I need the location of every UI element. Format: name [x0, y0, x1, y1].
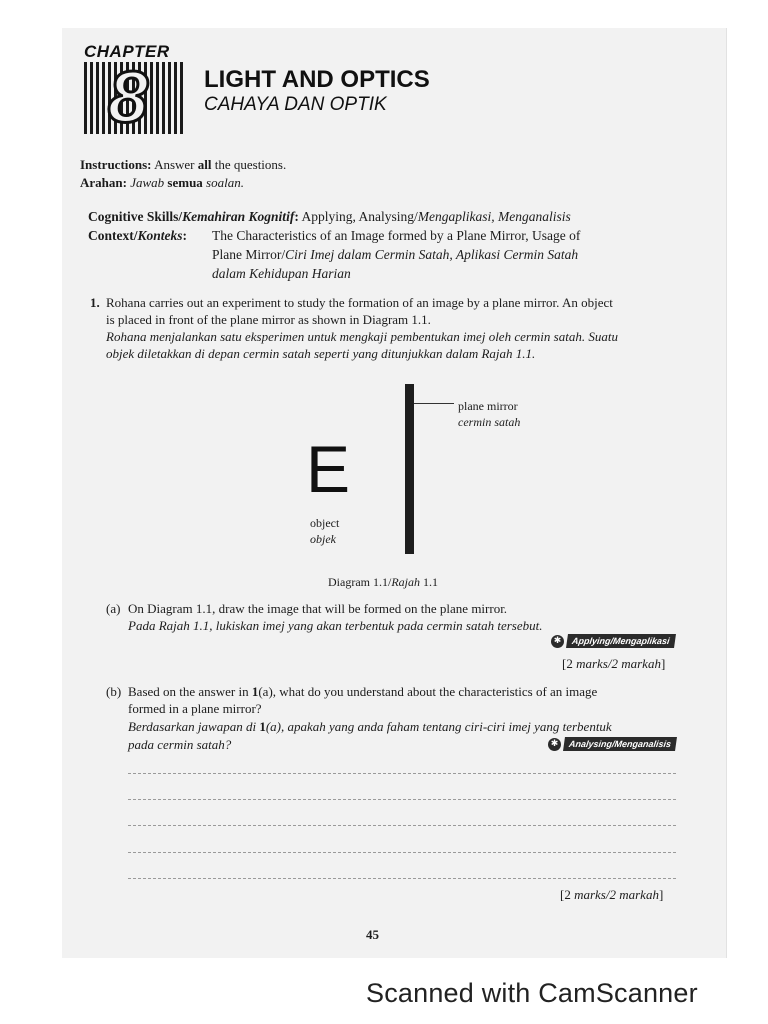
instructions-en: Instructions: Answer all the questions.	[80, 157, 287, 172]
lightbulb-icon: ✱	[548, 738, 561, 751]
object-label-ms: objek	[310, 532, 336, 546]
badge-applying: ✱ Applying/Mengaplikasi	[551, 634, 675, 648]
chapter-number: 8	[108, 58, 149, 138]
part-b-marks: [2 marks/2 markah]	[560, 887, 664, 902]
chapter-number-block	[84, 58, 184, 138]
part-b-ms-2: pada cermin satah?	[128, 737, 232, 752]
question1-ms-1: Rohana menjalankan satu eksperimen untuk mengkaji pembentukan imej oleh cermin satah. Suatu	[106, 329, 618, 344]
answer-line[interactable]	[128, 878, 676, 879]
plane-mirror	[405, 384, 414, 554]
part-b-en-2: formed in a plane mirror?	[128, 701, 262, 716]
part-a-marks: [2 marks/2 markah]	[562, 656, 666, 671]
question1-ms-2: objek diletakkan di depan cermin satah seperti yang ditunjukkan dalam Rajah 1.1.	[106, 346, 536, 361]
camscanner-watermark: Scanned with CamScanner	[366, 978, 698, 1008]
page-number: 45	[366, 927, 379, 942]
question1-en-1: Rohana carries out an experiment to study the formation of an image by a plane mirror. An object	[106, 295, 613, 310]
mirror-leader-line	[414, 403, 454, 404]
diagram-caption: Diagram 1.1/Rajah 1.1	[328, 575, 438, 589]
object-label-en: object	[310, 516, 340, 530]
part-b-label: (b)	[106, 684, 122, 699]
part-b-en-1: Based on the answer in 1(a), what do you understand about the characteristics of an image	[128, 684, 598, 699]
mirror-label-ms: cermin satah	[458, 415, 521, 429]
part-b-ms-1: Berdasarkan jawapan di 1(a), apakah yang anda faham tentang ciri-ciri imej yang terbentuk	[128, 719, 612, 734]
mirror-label-en: plane mirror	[458, 399, 518, 413]
lightbulb-icon: ✱	[551, 635, 564, 648]
question-number: 1.	[90, 295, 100, 310]
answer-line[interactable]	[128, 825, 676, 826]
context-line-2: Plane Mirror/Ciri Imej dalam Cermin Satah, Aplikasi Cermin Satah	[212, 247, 579, 262]
instructions-ms: Arahan: Jawab semua soalan.	[80, 175, 244, 190]
question1-en-2: is placed in front of the plane mirror as shown in Diagram 1.1.	[106, 312, 431, 327]
context-label: Context/Konteks:	[88, 228, 188, 243]
part-a-label: (a)	[106, 601, 121, 616]
object-letter-e: E	[306, 432, 351, 506]
chapter-label: CHAPTER	[84, 42, 170, 61]
chapter-title-ms: CAHAYA DAN OPTIK	[204, 94, 387, 115]
answer-line[interactable]	[128, 799, 676, 800]
part-a-ms: Pada Rajah 1.1, lukiskan imej yang akan terbentuk pada cermin satah tersebut.	[128, 618, 543, 633]
part-a-en: On Diagram 1.1, draw the image that will be formed on the plane mirror.	[128, 601, 508, 616]
context-line-3: dalam Kehidupan Harian	[212, 266, 351, 281]
context-line-1: The Characteristics of an Image formed by a Plane Mirror, Usage of	[212, 228, 581, 243]
answer-line[interactable]	[128, 773, 676, 774]
badge-analysing: ✱ Analysing/Menganalisis	[548, 737, 676, 751]
answer-line[interactable]	[128, 852, 676, 853]
cognitive-skills: Cognitive Skills/Kemahiran Kognitif: Applying, Analysing/Mengaplikasi, Menganalisis	[88, 209, 571, 224]
chapter-title-en: LIGHT AND OPTICS	[204, 66, 430, 93]
